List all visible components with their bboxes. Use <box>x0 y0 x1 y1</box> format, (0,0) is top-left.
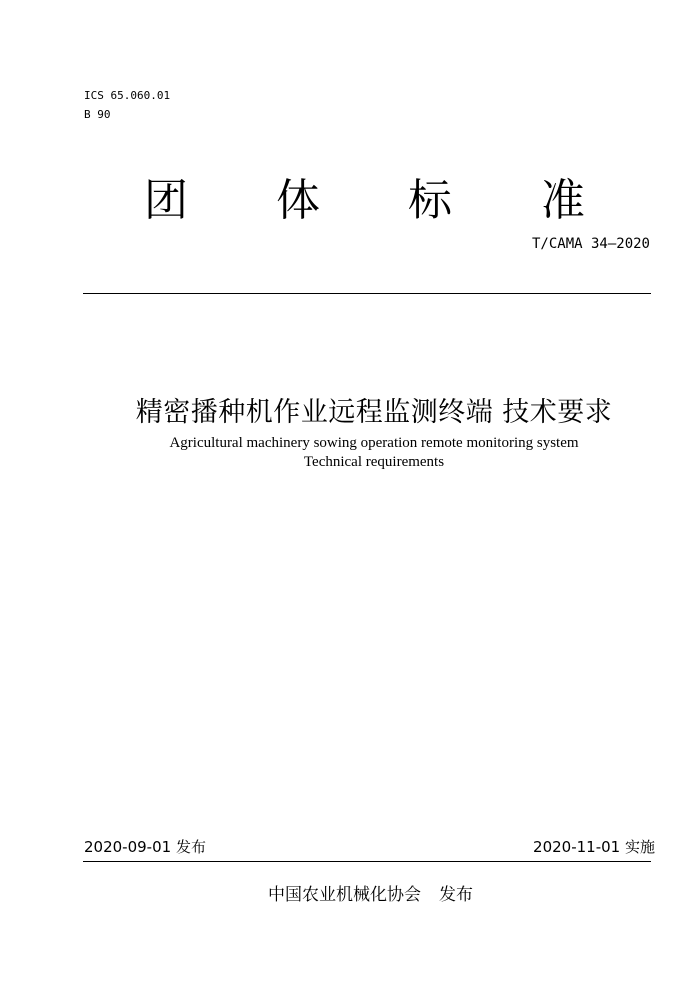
standard-type-char: 团 <box>144 175 188 226</box>
publisher-line <box>268 880 473 905</box>
standard-type-char: 标 <box>408 175 452 226</box>
english-title-line: Agricultural machinery sowing operation remote monitoring system <box>169 435 579 451</box>
ccs-code: B 90 <box>84 108 111 121</box>
chinese-title: 精密播种机作业远程监测终端 技术要求 <box>135 397 613 428</box>
classification-codes <box>84 86 170 124</box>
top-divider <box>83 293 651 294</box>
publisher-action: 发布 <box>439 885 473 905</box>
english-title-line: Technical requirements <box>303 454 445 470</box>
standard-type-char: 准 <box>541 175 585 226</box>
standard-number: T/CAMA 34—2020 <box>531 236 650 252</box>
ics-code: ICS 65.060.01 <box>84 89 171 102</box>
bottom-divider <box>83 861 651 862</box>
publisher-name: 中国农业机械化协会 <box>268 885 421 905</box>
standard-type-char: 体 <box>276 175 320 226</box>
implementation-date: 2020-11-01 实施 <box>533 838 655 856</box>
issue-date: 2020-09-01 发布 <box>84 838 206 856</box>
english-title <box>0 434 700 472</box>
standard-type-heading <box>0 164 700 224</box>
